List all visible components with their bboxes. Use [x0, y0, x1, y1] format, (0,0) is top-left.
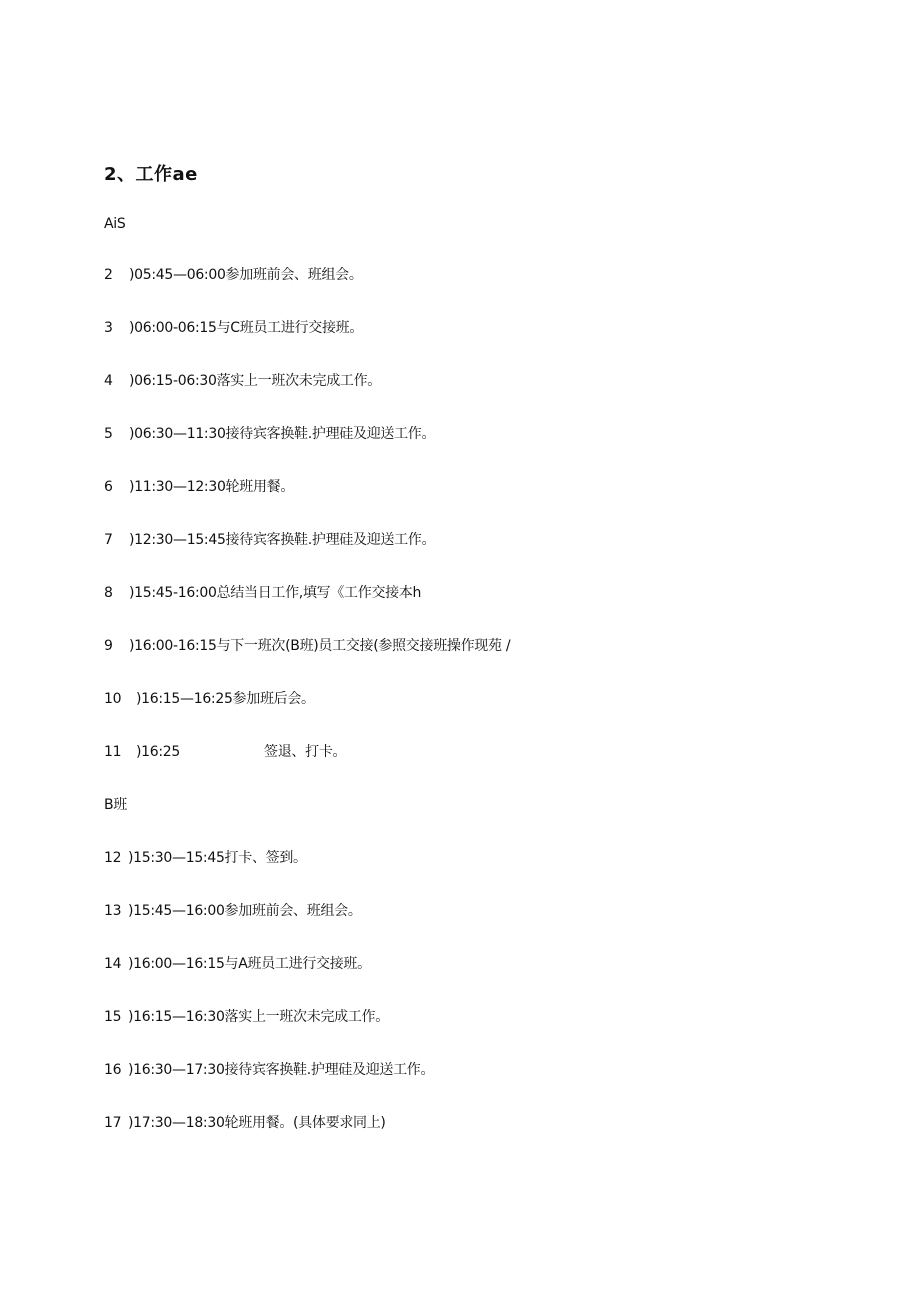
list-item	[104, 954, 371, 974]
item-number: 16	[104, 1062, 122, 1078]
item-text-tail: 签退、打卡。	[264, 744, 347, 760]
list-item	[104, 901, 362, 921]
section-heading: 2、工作ae	[104, 164, 198, 185]
shift-a-label: AiS	[104, 216, 126, 232]
list-item	[104, 318, 363, 338]
item-text: )15:45-16:00总结当日工作,填写《工作交接本h	[129, 585, 422, 601]
item-number: 6	[104, 479, 113, 495]
list-item	[104, 530, 435, 550]
list-item	[104, 477, 294, 497]
item-text: )11:30—12:30轮班用餐。	[129, 479, 295, 495]
item-number: 15	[104, 1009, 122, 1025]
item-text: )05:45—06:00参加班前会、班组会。	[129, 267, 363, 283]
item-number: 2	[104, 267, 113, 283]
item-number: 8	[104, 585, 113, 601]
item-text: )16:30—17:30接待宾客换鞋.护理硅及迎送工作。	[128, 1062, 435, 1078]
item-text: )16:00—16:15与A班员工进行交接班。	[128, 956, 371, 972]
item-number: 12	[104, 850, 122, 866]
item-text: )16:25	[136, 744, 181, 760]
item-number: 5	[104, 426, 113, 442]
list-item	[104, 424, 435, 444]
item-text: )15:45—16:00参加班前会、班组会。	[128, 903, 362, 919]
list-item	[104, 1007, 389, 1027]
list-item	[104, 583, 421, 603]
shift-b-label: B班	[104, 797, 128, 813]
list-item	[104, 636, 510, 656]
item-text: )06:00-06:15与C班员工进行交接班。	[129, 320, 364, 336]
item-number: 11	[104, 744, 122, 760]
item-text: )06:30—11:30接待宾客换鞋.护理硅及迎送工作。	[129, 426, 436, 442]
list-item	[104, 1060, 434, 1080]
item-number: 10	[104, 691, 122, 707]
item-text: )16:15—16:30落实上一班次未完成工作。	[128, 1009, 389, 1025]
list-item	[104, 265, 363, 285]
item-text: )16:15—16:25参加班后会。	[136, 691, 315, 707]
item-number: 4	[104, 373, 113, 389]
item-number: 9	[104, 638, 113, 654]
list-item	[104, 371, 381, 391]
item-text: )15:30—15:45打卡、签到。	[128, 850, 307, 866]
item-text: )12:30—15:45接待宾客换鞋.护理硅及迎送工作。	[129, 532, 436, 548]
item-text: )17:30—18:30轮班用餐。(具体要求同上)	[128, 1115, 386, 1131]
item-number: 17	[104, 1115, 122, 1131]
list-item	[104, 848, 307, 868]
list-item	[104, 1113, 386, 1133]
item-number: 14	[104, 956, 122, 972]
item-number: 13	[104, 903, 122, 919]
list-item	[104, 689, 315, 709]
item-text: )06:15-06:30落实上一班次未完成工作。	[129, 373, 382, 389]
list-item	[104, 742, 346, 762]
item-number: 7	[104, 532, 113, 548]
item-number: 3	[104, 320, 113, 336]
item-text: )16:00-16:15与下一班次(B班)员工交接(参照交接班操作现苑 /	[129, 638, 511, 654]
